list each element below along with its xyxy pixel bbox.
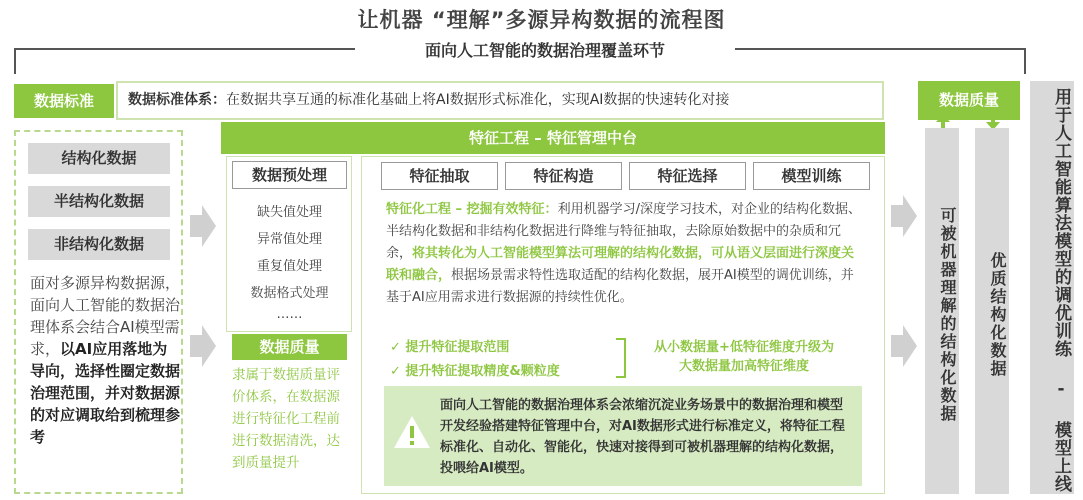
sources-text-bold: 以AI应用落地为导向，选择性圈定数据治理范围，并对数据源的对应调取给到梳理参考	[30, 340, 181, 446]
arrow-right-icon	[190, 325, 216, 367]
arrow-right-icon	[190, 205, 216, 247]
bracket-line	[616, 338, 626, 378]
preprocess-item: 缺失值处理	[256, 205, 322, 220]
data-quality-label: 数据质量	[918, 81, 1020, 120]
upgrade-line-1: 从小数据量+低特征维度升级为	[654, 340, 834, 355]
data-standard-text: 在数据共享互通的标准化基础上将AI数据形式标准化，实现AI数据的快速转化对接	[226, 92, 730, 108]
check-icon: ✓	[390, 340, 406, 355]
semi-structured-data-pill: 半结构化数据	[28, 186, 170, 217]
feature-engineering-header: 特征工程 – 特征管理中台	[221, 122, 885, 154]
tab-model-training: 模型训练	[753, 162, 870, 190]
subtitle: 面向人工智能的数据治理覆盖环节	[355, 38, 735, 61]
machine-understandable-data-column: 可被机器理解的结构化数据	[925, 128, 959, 494]
preprocess-item: ……	[276, 307, 303, 322]
sources-text-plain: 面对多源异构数据源，面向人工智能的数据治理体系会结合AI模型需求，	[30, 274, 181, 358]
tab-feature-construction: 特征构造	[505, 162, 622, 190]
desc-green-2: 将其转化为人工智能模型算法可理解的结构化数据，可从语义层面进行深度关联和融合，	[386, 246, 855, 283]
preprocess-title: 数据预处理	[232, 161, 347, 189]
ai-model-training-column: 用于人工智能算法模型的调优训练 - 模型上线	[1030, 81, 1074, 494]
check-item	[390, 360, 560, 379]
desc-green-1: 特征化工程 – 挖掘有效特征：	[386, 202, 558, 217]
check-item	[390, 336, 509, 355]
arrow-right-icon	[891, 195, 917, 237]
preprocess-item: 异常值处理	[256, 232, 322, 247]
upgrade-line-2: 大数据量加高特征维度	[678, 359, 809, 374]
page-title: 让机器 “理解”多源异构数据的流程图	[357, 8, 726, 32]
preprocess-item: 数据格式处理	[250, 286, 329, 301]
upgrade-text	[634, 338, 854, 376]
check-label: 提升特征提取范围	[405, 340, 510, 355]
arrow-right-icon	[891, 325, 917, 367]
data-standard-bar	[116, 81, 884, 120]
data-quality-pill: 数据质量	[232, 334, 347, 360]
quality-structured-data-column: 优质结构化数据	[975, 128, 1009, 494]
tab-feature-extraction: 特征抽取	[381, 162, 498, 190]
check-icon: ✓	[390, 364, 406, 379]
structured-data-pill: 结构化数据	[28, 143, 170, 174]
note-text: 面向人工智能的数据治理体系会浓缩沉淀业务场景中的数据治理和模型开发经验搭建特征管理中台，对AI数据形式进行标准定义，将特征工程标准化、自动化、智能化，快速对接得到可被机器理解的结构化数据，投喂给AI模型。	[440, 398, 845, 476]
data-standard-label: 数据标准	[14, 84, 114, 118]
desc-plain-2: 根据场景需求特性选取适配的结构化数据，展开AI模型的调优训练，并基于AI应用需求进行数据源的持续性优化。	[386, 268, 854, 305]
data-quality-text: 隶属于数据质量评价体系，在数据源进行特征化工程前进行数据清洗，达到质量提升	[232, 367, 340, 471]
check-label: 提升特征提取精度&颗粒度	[405, 364, 560, 379]
unstructured-data-pill: 非结构化数据	[28, 229, 170, 260]
sources-description	[30, 272, 180, 448]
desc-plain-1: 利用机器学习/深度学习技术，对企业的结构化数据、半结构化数据和非结构化数据进行降维与特征抽取，去除原始数据中的杂质和冗余，	[386, 202, 861, 261]
preprocess-item: 重复值处理	[256, 259, 322, 274]
warning-icon	[392, 414, 432, 450]
tab-feature-selection: 特征选择	[629, 162, 746, 190]
data-standard-heading: 数据标准体系：	[128, 92, 226, 108]
feature-description	[386, 199, 862, 309]
